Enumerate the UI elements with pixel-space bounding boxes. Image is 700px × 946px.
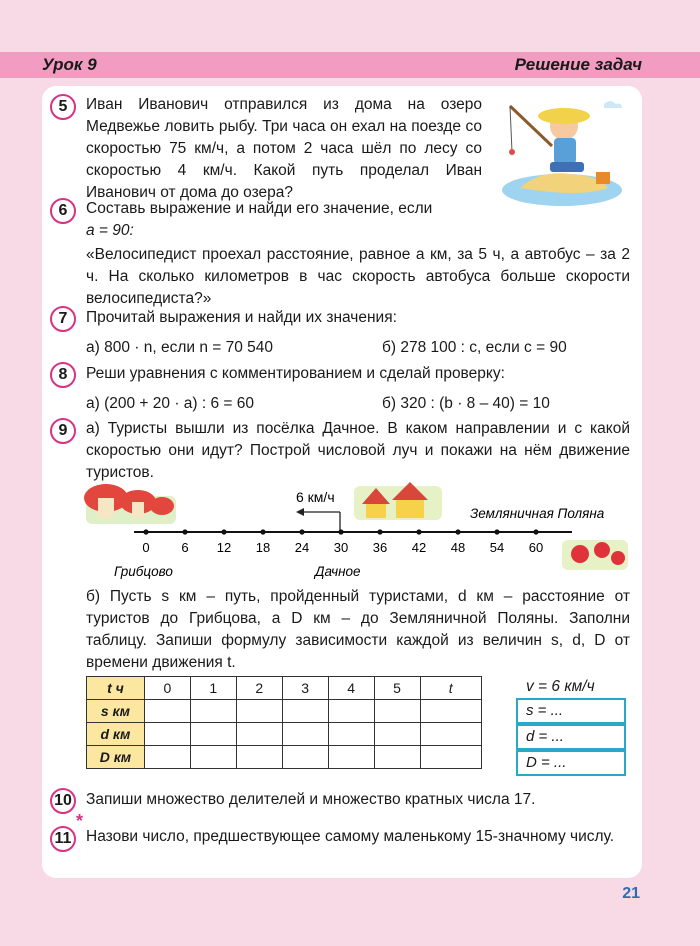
task-8-b: б) 320 : (b · 8 – 40) = 10 — [382, 395, 550, 412]
task-6-quote: «Велосипедист проехал расстояние, равное a км, за 5 ч, а автобус – за 2 ч. На сколько километров в час скорость автобуса больше скорости велосипедиста?» — [86, 246, 630, 307]
place-label-zemlyanichnaya: Земляничная Поляна — [470, 506, 605, 521]
number-line-ticks — [142, 529, 543, 555]
tick-label: 36 — [372, 540, 388, 555]
star-mark: * — [76, 811, 84, 831]
tick-mark — [143, 529, 148, 534]
task-number-6: 6 — [50, 198, 76, 224]
table-header-cell: 0 — [144, 677, 190, 700]
table-header-cell: 1 — [190, 677, 236, 700]
row-label: D км — [87, 746, 145, 769]
table-row — [87, 723, 482, 746]
tick-mark — [338, 529, 343, 534]
tick-mark — [416, 529, 421, 534]
table-header-cell: 2 — [236, 677, 282, 700]
tick-label: 24 — [294, 540, 310, 555]
tick-mark — [377, 529, 382, 534]
tick-label: 54 — [489, 540, 505, 555]
table-header-cell: 3 — [282, 677, 328, 700]
mushroom-houses-illustration — [84, 484, 176, 524]
tick-label: 12 — [216, 540, 232, 555]
task-number-10: 10 — [50, 788, 76, 814]
tick-mark — [260, 529, 265, 534]
formula-box-d: d = ... — [516, 724, 626, 750]
task-number-5: 5 — [50, 94, 76, 120]
fisherman-illustration — [500, 92, 630, 212]
strawberry-illustration — [562, 540, 628, 570]
table-header-cell: 4 — [328, 677, 374, 700]
header-bar — [0, 52, 700, 78]
row-label: s км — [87, 700, 145, 723]
tick-mark — [221, 529, 226, 534]
page-number: 21 — [622, 885, 640, 902]
task-7-a: а) 800 · n, если n = 70 540 — [86, 339, 274, 356]
tick-label: 42 — [411, 540, 427, 555]
topic-title: Решение задач — [514, 55, 642, 74]
tick-mark — [182, 529, 187, 534]
motion-table — [86, 676, 482, 769]
task-7-b: б) 278 100 : c, если c = 90 — [382, 339, 567, 356]
formula-box-s: s = ... — [516, 698, 626, 724]
tick-label: 60 — [528, 540, 544, 555]
tick-mark — [533, 529, 538, 534]
task-8-text: Реши уравнения с комментированием и сделай проверку: — [86, 365, 505, 382]
tick-label: 30 — [333, 540, 349, 555]
place-label-dachnoe: Дачное — [315, 564, 361, 579]
task-8-a: а) (200 + 20 · a) : 6 = 60 — [86, 395, 255, 412]
task-number-11: 11 — [50, 826, 76, 852]
tick-mark — [494, 529, 499, 534]
tick-label: 6 — [181, 540, 189, 555]
tick-mark — [455, 529, 460, 534]
task-9-b-text: б) Пусть s км – путь, пройденный туристами, d км – расстояние от туристов до Грибцова, а D км – до Земляничной Поляны. Заполни таблицу. Запиши формулу зависимости каждой из величин s, d, D от времени движения t. — [86, 588, 630, 671]
tick-mark — [299, 529, 304, 534]
task-9-a-text: а) Туристы вышли из посёлка Дачное. В каком направлении и с какой скоростью они идут? Построй числовой луч и покажи на нём движение туристов. — [86, 420, 630, 481]
task-number-8: 8 — [50, 362, 76, 388]
table-row — [87, 700, 482, 723]
table-header-cell: 5 — [374, 677, 420, 700]
table-header-cell: t — [420, 677, 482, 700]
tick-label: 18 — [255, 540, 271, 555]
table-header-cell: t ч — [87, 677, 145, 700]
tick-label: 0 — [142, 540, 150, 555]
task-5-text: Иван Иванович отправился из дома на озеро Медвежье ловить рыбу. Три часа он ехал на поезде со скоростью 75 км/ч, а потом 2 часа шёл по лесу со скоростью 4 км/ч. Какой путь проделал Иван Иванович от дома до озера? — [86, 96, 482, 201]
table-header-row — [87, 677, 482, 700]
task-7-text: Прочитай выражения и найди их значения: — [86, 309, 397, 326]
task-6-text: Составь выражение и найди его значение, если — [86, 200, 433, 217]
row-label: d км — [87, 723, 145, 746]
table-row — [87, 746, 482, 769]
formula-box-D: D = ... — [516, 750, 626, 776]
tick-label: 48 — [450, 540, 466, 555]
place-label-gribtsovo: Грибцово — [114, 564, 173, 579]
village-illustration — [354, 482, 442, 520]
speed-label: 6 км/ч — [296, 489, 335, 505]
task-10-text: Запиши множество делителей и множество кратных числа 17. — [86, 791, 536, 808]
task-6-condition: a = 90: — [86, 222, 134, 239]
speed-value: v = 6 км/ч — [526, 678, 595, 695]
content-card — [42, 86, 642, 878]
number-line-diagram — [42, 476, 642, 580]
task-11-text: Назови число, предшествующее самому маленькому 15-значному числу. — [86, 828, 615, 845]
lesson-title: Урок 9 — [42, 55, 97, 74]
task-number-9: 9 — [50, 418, 76, 444]
task-number-7: 7 — [50, 306, 76, 332]
